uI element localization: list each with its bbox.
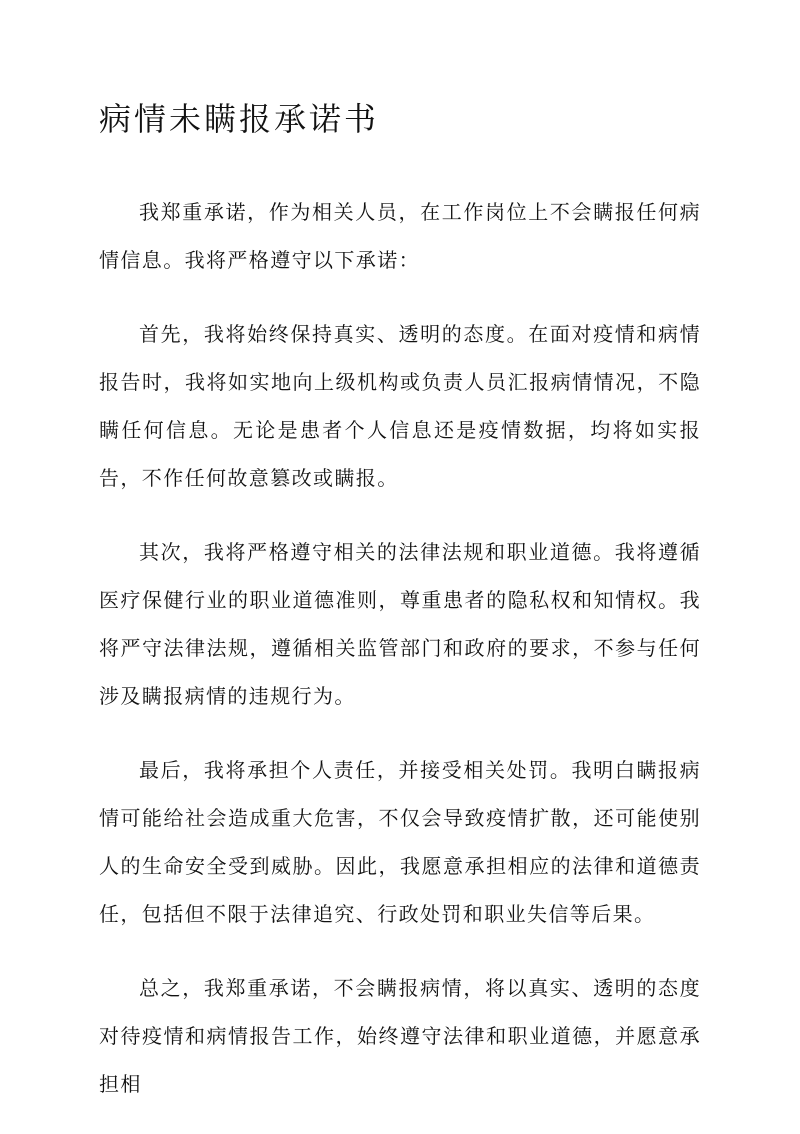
document-body xyxy=(99,188,701,1134)
paragraph-last: 最后，我将承担个人责任，并接受相关处罚。我明白瞒报病情可能给社会造成重大危害，不仅会导致疫情扩散，还可能使别人的生命安全受到威胁。因此，我愿意承担相应的法律和道德责任，包括但不限于法律追究、行政处罚和职业失信等后果。 xyxy=(99,758,701,926)
paragraph-intro: 我郑重承诺，作为相关人员，在工作岗位上不会瞒报任何病情信息。我将严格遵守以下承诺： xyxy=(99,200,701,272)
paragraph-first: 首先，我将始终保持真实、透明的态度。在面对疫情和病情报告时，我将如实地向上级机构或负责人员汇报病情情况，不隐瞒任何信息。无论是患者个人信息还是疫情数据，均将如实报告，不作任何故意篡改或瞒报。 xyxy=(99,322,701,490)
paragraph-second: 其次，我将严格遵守相关的法律法规和职业道德。我将遵循医疗保健行业的职业道德准则，尊重患者的隐私权和知情权。我将严守法律法规，遵循相关监管部门和政府的要求，不参与任何涉及瞒报病情的违规行为。 xyxy=(99,540,701,708)
page-title: 病情未瞒报承诺书 xyxy=(99,100,380,138)
paragraph-summary: 总之，我郑重承诺，不会瞒报病情，将以真实、透明的态度对待疫情和病情报告工作，始终遵守法律和职业道德，并愿意承担相 xyxy=(99,976,701,1096)
